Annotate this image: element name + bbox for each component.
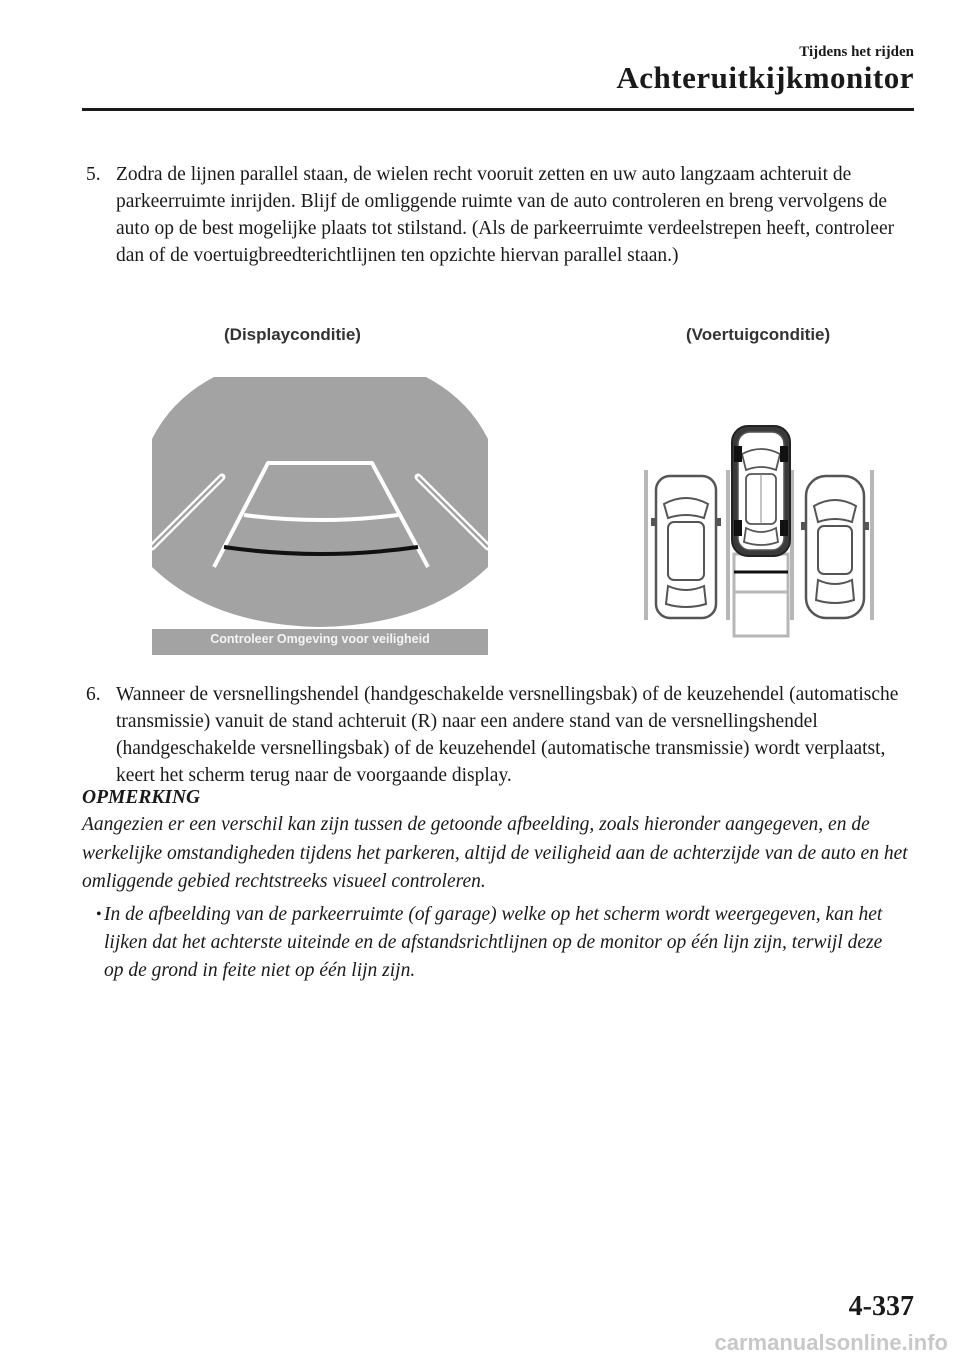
- step-6: [86, 681, 916, 789]
- parked-car-right: [801, 476, 869, 618]
- header-section: Tijdens het rijden: [799, 44, 914, 60]
- page-title: Achteruitkijkmonitor: [616, 60, 914, 95]
- step-text: Wanneer de versnellingshendel (handgeschakelde versnellingsbak) of de keuzehendel (automatische transmissie) vanuit de stand achteruit (R) naar een andere stand van de versnellingshendel (handgeschakelde versnellingsbak) of de keuzehendel (automatische transmissie) wordt verplaatst, keert het scherm terug naar de voorgaande display.: [116, 684, 899, 786]
- stall-line-2: [726, 470, 730, 620]
- note-bullet-text: In de afbeelding van de parkeerruimte (of garage) welke op het scherm wordt weergegeven, kan het lijken dat het achterste uiteinde en de afstandsrichtlijnen op de monitor op één lijn zijn, terwijl deze op de grond in feite niet op één lijn zijn.: [104, 904, 883, 981]
- rear-camera-screen: [152, 377, 488, 655]
- watermark: carmanualsonline.info: [714, 1330, 948, 1355]
- step-number: 5.: [86, 164, 101, 185]
- note-heading: OPMERKING: [82, 787, 201, 808]
- page-number: 4-337: [848, 1291, 914, 1322]
- safety-message: Controleer Omgeving voor veiligheid: [210, 632, 430, 646]
- header-divider: [82, 108, 914, 111]
- step-5: [86, 161, 916, 269]
- stall-line-4: [870, 470, 874, 620]
- reversing-car: [732, 426, 790, 556]
- step-number: 6.: [86, 684, 101, 705]
- display-condition-caption: (Displayconditie): [224, 325, 361, 344]
- bullet-icon: •: [96, 906, 102, 923]
- stall-line-1: [644, 470, 648, 620]
- parked-car-left: [651, 476, 721, 618]
- parking-top-view: [630, 418, 880, 640]
- guide-box: [734, 554, 788, 636]
- note-bullet: [96, 901, 906, 985]
- step-text: Zodra de lijnen parallel staan, de wielen recht vooruit zetten en uw auto langzaam achteruit de parkeerruimte inrijden. Blijf de omliggende ruimte van de auto controleren en breng vervolgens de auto op de best mogelijke plaats tot stilstand. (Als de parkeerruimte verdeelstrepen heeft, controleer dan of de voertuigbreedterichtlijnen ten opzichte hiervan parallel staan.): [116, 164, 895, 266]
- vehicle-condition-caption: (Voertuigconditie): [686, 325, 831, 344]
- note-body: Aangezien er een verschil kan zijn tussen de getoonde afbeelding, zoals hieronder aangegeven, en de werkelijke omstandigheden tijdens het parkeren, altijd de veiligheid aan de achterzijde van de auto en het omliggende gebied rechtstreeks visueel controleren.: [82, 814, 908, 892]
